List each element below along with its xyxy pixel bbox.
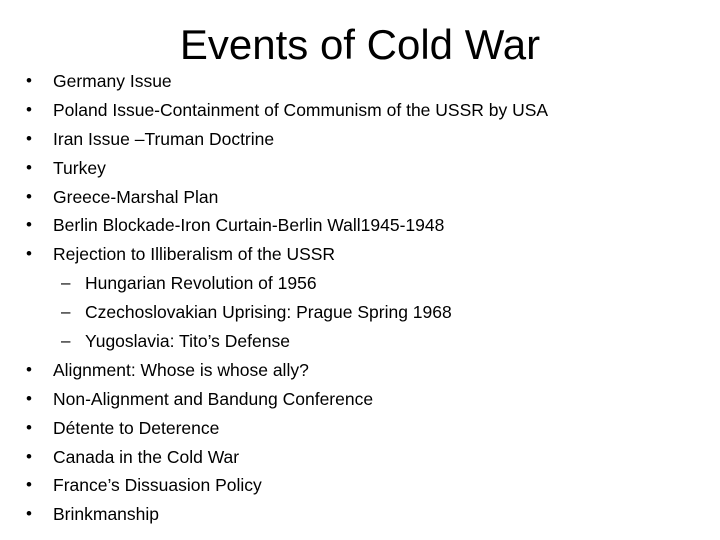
- list-item: [0, 96, 720, 125]
- bullet-icon: •: [26, 359, 32, 379]
- sub-list-item-text: Czechoslovakian Uprising: Prague Spring 1968: [85, 302, 452, 323]
- list-item-text: Berlin Blockade-Iron Curtain-Berlin Wall1945-1948: [53, 215, 445, 236]
- list-item: [0, 500, 720, 529]
- list-item: [0, 443, 720, 472]
- bullet-icon: •: [26, 157, 32, 177]
- bullet-list: [0, 67, 720, 529]
- bullet-icon: •: [26, 417, 32, 437]
- dash-icon: –: [61, 302, 71, 322]
- list-item-text: Iran Issue –Truman Doctrine: [53, 128, 275, 149]
- list-item: [0, 67, 720, 96]
- bullet-icon: •: [26, 244, 32, 264]
- list-item-text: France’s Dissuasion Policy: [53, 475, 262, 496]
- list-item-text: Canada in the Cold War: [53, 446, 240, 467]
- bullet-icon: •: [26, 71, 32, 90]
- sub-list-item: [0, 327, 720, 356]
- bullet-icon: •: [26, 99, 32, 119]
- list-item-text: Non-Alignment and Bandung Conference: [53, 388, 374, 409]
- sub-list-item-text: Hungarian Revolution of 1956: [85, 273, 317, 294]
- list-item: [0, 240, 720, 269]
- dash-icon: –: [61, 331, 71, 351]
- sub-list-item: [0, 298, 720, 327]
- bullet-icon: •: [26, 186, 32, 206]
- bullet-icon: •: [26, 215, 32, 235]
- list-item-text: Rejection to Illiberalism of the USSR: [53, 244, 336, 265]
- list-item: [0, 356, 720, 385]
- list-item-text: Poland Issue-Containment of Communism of the USSR by USA: [53, 99, 549, 120]
- list-item: [0, 385, 720, 414]
- sub-list-item: [0, 269, 720, 298]
- list-item-text: Turkey: [53, 157, 106, 178]
- list-item-text: Germany Issue: [53, 71, 172, 91]
- list-item-text: Alignment: Whose is whose ally?: [53, 359, 309, 380]
- bullet-icon: •: [26, 504, 32, 524]
- list-item: [0, 183, 720, 212]
- list-item: [0, 211, 720, 240]
- list-item: [0, 471, 720, 500]
- slide-title: Events of Cold War: [179, 21, 541, 68]
- list-item: [0, 154, 720, 183]
- bullet-icon: •: [26, 388, 32, 408]
- bullet-icon: •: [26, 475, 32, 495]
- list-item-text: Détente to Deterence: [53, 417, 220, 438]
- bullet-icon: •: [26, 446, 32, 466]
- list-item: [0, 414, 720, 443]
- list-item: [0, 125, 720, 154]
- list-item-text: Greece-Marshal Plan: [53, 186, 219, 207]
- bullet-icon: •: [26, 128, 32, 148]
- sub-list-item-text: Yugoslavia: Tito’s Defense: [85, 331, 290, 352]
- dash-icon: –: [61, 273, 71, 293]
- list-item-text: Brinkmanship: [53, 504, 160, 525]
